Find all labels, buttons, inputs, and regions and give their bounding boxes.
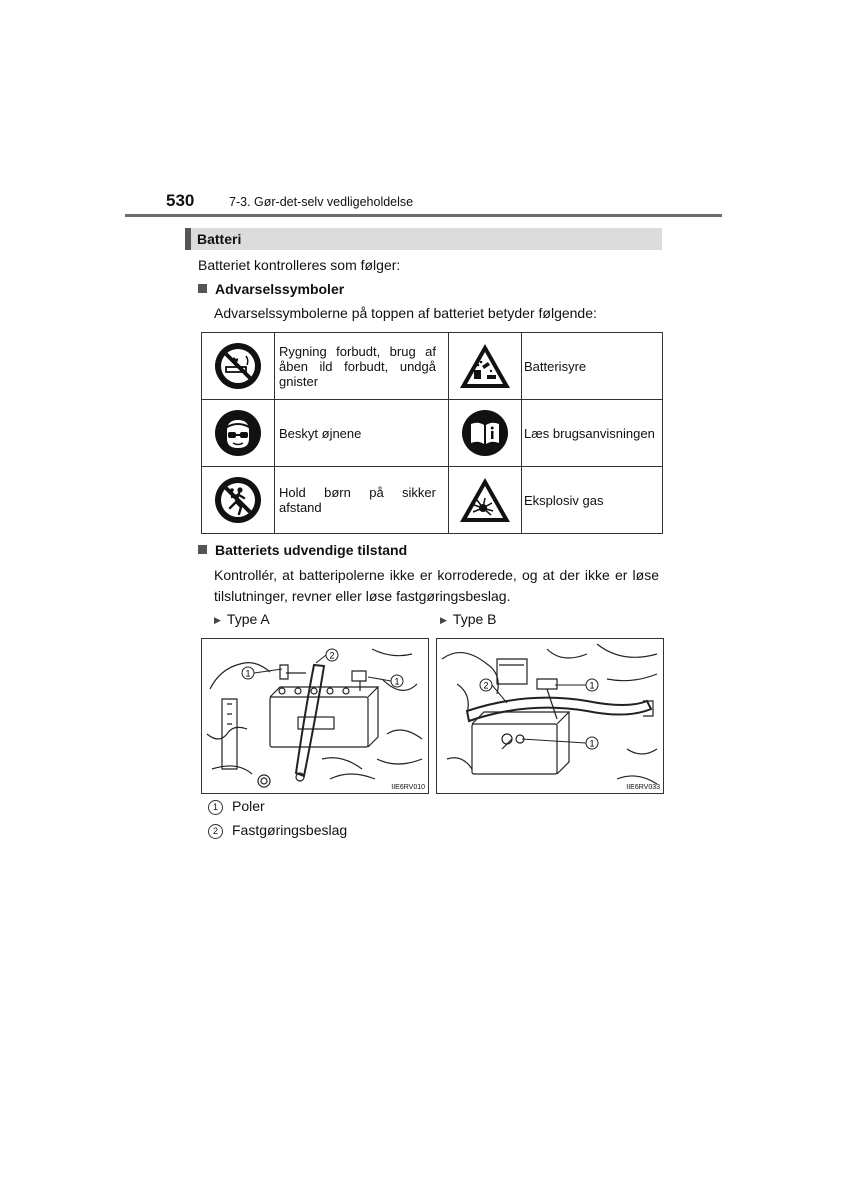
symbol-text-cell	[275, 467, 449, 534]
type-a-label-text: Type A	[226, 611, 270, 627]
legend-item	[208, 822, 347, 839]
figure-type-b	[436, 638, 664, 794]
table-row	[202, 400, 663, 467]
exterior-description: Kontrollér, at batteripolerne ikke er korroderede, og at der ikke er løse tilslutninger, revner eller løse fastgøringsbeslag.	[214, 567, 659, 604]
intro-text: Batteriet kontrolleres som følger:	[198, 257, 401, 273]
legend-number: 2	[208, 824, 223, 839]
table-row	[202, 333, 663, 400]
legend-item	[208, 798, 265, 815]
symbol-text-cell	[275, 400, 449, 467]
section-marker	[185, 228, 191, 250]
callout-number: 1	[589, 738, 595, 749]
figure-type-a	[201, 638, 429, 794]
chapter-title: 7-3. Gør-det-selv vedligeholdelse	[229, 195, 414, 209]
type-a-label	[214, 611, 270, 627]
type-b-label	[440, 611, 497, 627]
symbol-text-cell	[522, 400, 663, 467]
triangle-bullet-icon: ▶	[214, 615, 221, 625]
symbol-cell	[202, 333, 275, 400]
warning-symbols-description: Advarselssymbolerne på toppen af batteriet betyder følgende:	[214, 305, 597, 321]
symbol-description: Rygning forbudt, brug af åben ild forbudt, undgå gnister	[279, 343, 436, 389]
square-bullet-icon	[198, 284, 207, 293]
callout-number: 1	[589, 680, 595, 691]
warning-symbols-heading	[198, 281, 344, 297]
symbol-cell	[449, 400, 522, 467]
symbol-cell	[449, 333, 522, 400]
warning-symbols-heading-text: Advarselssymboler	[215, 281, 345, 297]
section-heading-bar	[185, 228, 662, 250]
callout-number: 2	[329, 650, 335, 661]
explosive-gas-icon	[458, 476, 512, 524]
symbol-cell	[202, 467, 275, 534]
symbol-description: Hold børn på sikker afstand	[279, 485, 436, 515]
symbol-description: Batterisyre	[524, 358, 587, 374]
callout-number: 1	[394, 676, 400, 687]
callout-number: 2	[483, 680, 489, 691]
page-number: 530	[166, 191, 195, 210]
table-row	[202, 467, 663, 534]
keep-children-away-icon	[214, 476, 262, 524]
battery-illustration-type-a	[202, 639, 428, 793]
legend-number: 1	[208, 800, 223, 815]
battery-acid-icon	[458, 342, 512, 390]
symbol-description: Beskyt øjnene	[279, 425, 362, 441]
symbol-text-cell	[522, 333, 663, 400]
symbol-cell	[202, 400, 275, 467]
warning-symbols-table	[201, 332, 663, 534]
eye-protection-icon	[214, 409, 262, 457]
symbol-text-cell	[522, 467, 663, 534]
no-smoking-icon	[214, 342, 262, 390]
exterior-heading	[198, 542, 407, 558]
figure-code: IIE6RV010	[391, 784, 425, 791]
legend-label: Poler	[232, 798, 265, 814]
header-rule	[125, 214, 722, 217]
symbol-description: Læs brugsanvisningen	[524, 425, 655, 441]
exterior-heading-text: Batteriets udvendige tilstand	[215, 542, 408, 558]
battery-illustration-type-b	[437, 639, 663, 793]
callout-number: 1	[245, 668, 251, 679]
symbol-cell	[449, 467, 522, 534]
read-manual-icon	[461, 409, 509, 457]
type-b-label-text: Type B	[452, 611, 497, 627]
symbol-description: Eksplosiv gas	[524, 492, 604, 508]
triangle-bullet-icon: ▶	[440, 615, 447, 625]
legend-label: Fastgøringsbeslag	[232, 822, 348, 838]
section-title: Batteri	[197, 231, 242, 247]
figure-code: IIE6RV033	[626, 784, 660, 791]
square-bullet-icon	[198, 545, 207, 554]
symbol-text-cell	[275, 333, 449, 400]
